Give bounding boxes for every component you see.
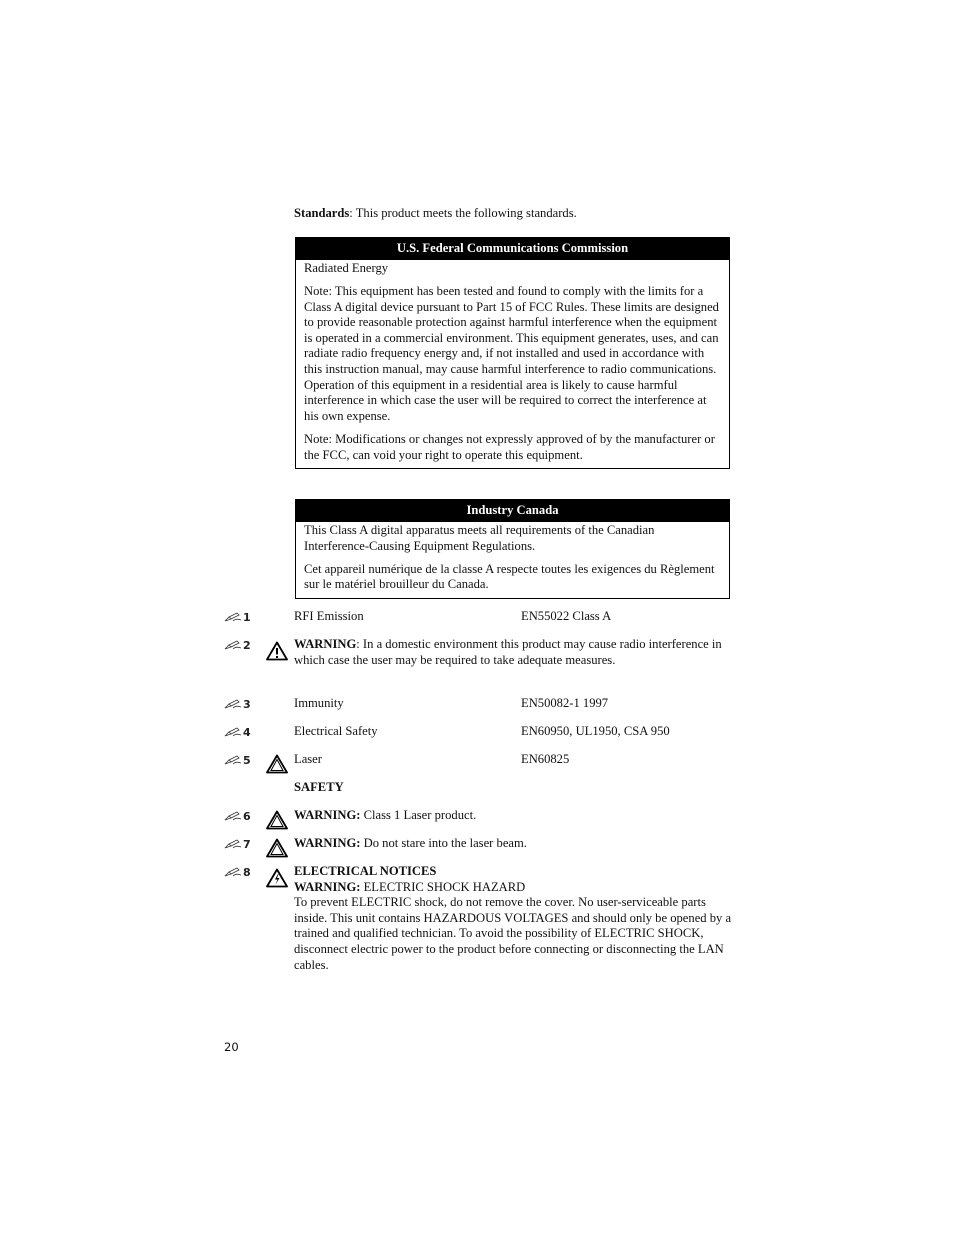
standards-text: : This product meets the following standards. xyxy=(349,206,577,220)
electric-shock-icon xyxy=(266,868,288,888)
pen-icon xyxy=(224,612,242,622)
industry-canada-box xyxy=(295,499,730,599)
item-number: 1 xyxy=(243,611,251,624)
electrical-safety-value: EN60950, UL1950, CSA 950 xyxy=(521,724,670,738)
warning-label: WARNING: xyxy=(294,836,361,850)
item-number: 4 xyxy=(243,726,251,739)
industry-canada-title: Industry Canada xyxy=(296,500,729,522)
laser-value: EN60825 xyxy=(521,752,570,766)
fcc-box xyxy=(295,237,730,469)
safety-heading xyxy=(294,780,732,796)
item-number: 8 xyxy=(243,866,251,879)
laser-warning-icon xyxy=(266,810,288,830)
warning-text: Class 1 Laser product. xyxy=(360,808,477,822)
item-number: 6 xyxy=(243,810,251,823)
pen-icon xyxy=(224,867,242,877)
pen-icon xyxy=(224,727,242,737)
item-number: 3 xyxy=(243,698,251,711)
item-marker-5 xyxy=(224,754,254,768)
warning-label: WARNING xyxy=(294,637,357,651)
item-marker-7 xyxy=(224,838,254,852)
fcc-subtitle: Radiated Energy xyxy=(304,261,389,275)
standards-intro xyxy=(294,206,734,222)
electrical-notices-heading: ELECTRICAL NOTICES xyxy=(294,864,437,878)
laser-warning-icon xyxy=(266,754,288,774)
class1-laser-warning xyxy=(294,808,732,824)
standards-label: Standards xyxy=(294,206,350,220)
electric-shock-instructions: To prevent ELECTRIC shock, do not remove the cover. No user-serviceable parts inside. This unit contains HAZARDOUS VOLTAGES and should only be opened by a trained and qualified technician. To avoid the possibility of ELECTRIC SHOCK, disconnect electric power to the product before connecting or disconnecting the LAN cables. xyxy=(294,895,732,972)
item-marker-6 xyxy=(224,810,254,824)
warning-label: WARNING: xyxy=(294,808,361,822)
fcc-note-1: Note: This equipment has been tested and found to comply with the limits for a Class A digital device pursuant to Part 15 of FCC Rules. These limits are designed to provide reasonable protection against harmful interference when the equipment is operated in a commercial environment. This equipment generates, uses, and can radiate radio frequency energy and, if not installed and used in accordance with this instruction manual, may cause harmful interference to radio communications. Operation of this equipment in a residential area is likely to cause harmful interference in which case the user will be required to correct the interference at his own expense. xyxy=(304,284,719,423)
immunity-label: Immunity xyxy=(294,696,344,710)
item-number: 5 xyxy=(243,754,251,767)
fcc-note-2: Note: Modifications or changes not expressly approved of by the manufacturer or the FCC, can void your right to operate this equipment. xyxy=(304,431,715,462)
warning-text: : In a domestic environment this product may cause radio interference in which case the user may be required to take adequate measures. xyxy=(294,637,722,667)
pen-icon xyxy=(224,755,242,765)
warning-text: Do not stare into the laser beam. xyxy=(360,836,527,850)
rfi-emission-label: RFI Emission xyxy=(294,609,364,623)
industry-canada-french: Cet appareil numérique de la classe A respecte toutes les exigences du Règlement sur le matériel brouilleur du Canada. xyxy=(304,561,715,592)
pen-icon xyxy=(224,811,242,821)
electrical-notices xyxy=(294,864,732,973)
laser-warning-icon xyxy=(266,838,288,858)
domestic-warning xyxy=(294,637,732,668)
pen-icon xyxy=(224,839,242,849)
item-number: 2 xyxy=(243,639,251,652)
laser-beam-warning xyxy=(294,836,732,852)
rfi-emission-value: EN55022 Class A xyxy=(521,609,612,623)
fcc-title: U.S. Federal Communications Commission xyxy=(296,238,729,260)
electrical-safety-label: Electrical Safety xyxy=(294,724,378,738)
safety-heading-text: SAFETY xyxy=(294,780,344,794)
laser-label: Laser xyxy=(294,752,322,766)
pen-icon xyxy=(224,640,242,650)
item-marker-3 xyxy=(224,698,254,712)
item-marker-8 xyxy=(224,866,254,880)
warning-icon xyxy=(266,641,288,661)
pen-icon xyxy=(224,699,242,709)
item-number: 7 xyxy=(243,838,251,851)
warning-text: ELECTRIC SHOCK HAZARD xyxy=(360,879,526,894)
page-number: 20 xyxy=(224,1040,239,1054)
industry-canada-english: This Class A digital apparatus meets all requirements of the Canadian Interference-Causing Equipment Regulations. xyxy=(304,523,655,553)
item-marker-1 xyxy=(224,611,254,625)
warning-label: WARNING: xyxy=(294,879,361,894)
immunity-value: EN50082-1 1997 xyxy=(521,696,609,710)
item-marker-2 xyxy=(224,639,254,653)
item-marker-4 xyxy=(224,726,254,740)
